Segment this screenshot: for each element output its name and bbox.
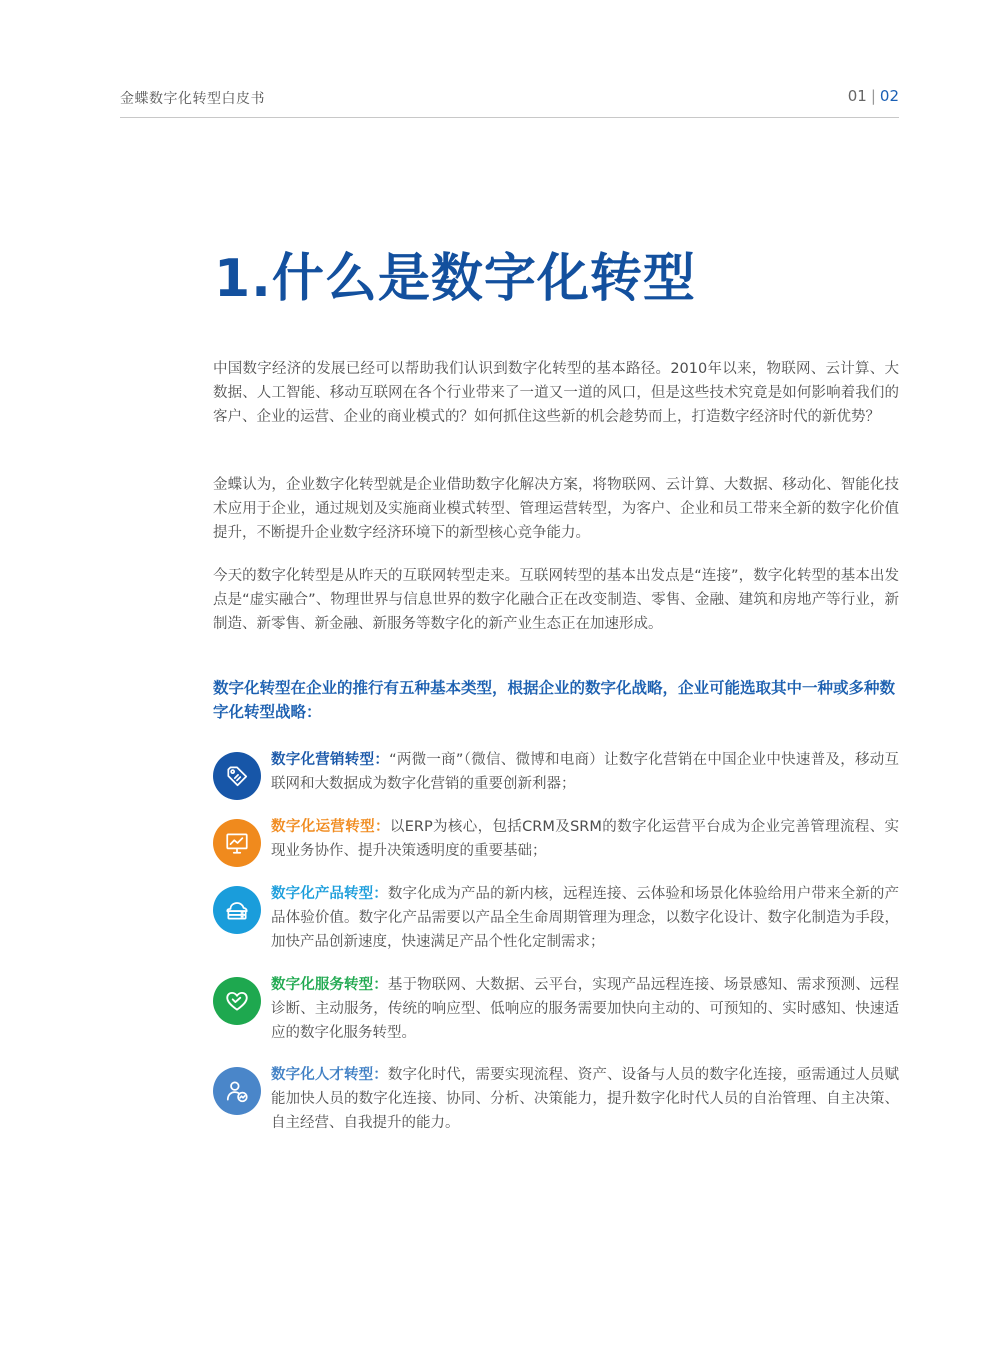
page-number-right: 02 xyxy=(879,87,899,105)
item-label: 数字化运营转型： xyxy=(271,819,390,835)
heart-icon xyxy=(213,977,261,1025)
page-number-separator: | xyxy=(870,87,876,105)
paragraph-intro: 中国数字经济的发展已经可以帮助我们认识到数字化转型的基本路径。2010年以来，物联网、云计算、大数据、人工智能、移动互联网在各个行业带来了一道又一道的风口，但是这些技术究竟是如何影响着我们的客户、企业的运营、企业的商业模式的？如何抓住这些新的机会趁势而上，打造数字经济时代的新优势？ xyxy=(213,361,899,425)
paragraph-definition: 金蝶认为，企业数字化转型就是企业借助数字化解决方案，将物联网、云计算、大数据、移动化、智能化技术应用于企业，通过规划及实施商业模式转型、管理运营转型，为客户、企业和员工带来全新的数字化价值提升，不断提升企业数字经济环境下的新型核心竞争能力。 xyxy=(213,477,899,541)
item-text: 以ERP为核心，包括CRM及SRM的数字化运营平台成为企业完善管理流程、实现业务协作、提升决策透明度的重要基础； xyxy=(271,819,900,859)
monitor-chart-icon xyxy=(213,819,261,867)
paragraph-evolution: 今天的数字化转型是从昨天的互联网转型走来。互联网转型的基本出发点是“连接”，数字化转型的基本出发点是“虚实融合”、物理世界与信息世界的数字化融合正在改变制造、零售、金融、建筑和房地产等行业，新制造、新零售、新金融、新服务等数字化的新产业生态正在加速形成。 xyxy=(213,568,899,632)
item-text: 基于物联网、大数据、云平台，实现产品远程连接、场景感知、需求预测、远程诊断、主动服务，传统的响应型、低响应的服务需要加快向主动的、可预知的、实时感知、快速适应的数字化服务转型。 xyxy=(271,977,899,1041)
item-label: 数字化产品转型： xyxy=(271,886,388,902)
item-label: 数字化服务转型： xyxy=(271,977,388,993)
item-text: 数字化成为产品的新内核，远程连接、云体验和场景化体验给用户带来全新的产品体验价值。数字化产品需要以产品全生命周期管理为理念，以数字化设计、数字化制造为手段，加快产品创新速度，快速满足产品个性化定制需求； xyxy=(271,886,899,950)
page-number xyxy=(848,87,899,105)
page-header xyxy=(120,86,899,118)
page-number-left: 01 xyxy=(847,87,867,105)
person-chart-icon xyxy=(213,1067,261,1115)
item-text: 数字化时代，需要实现流程、资产、设备与人员的数字化连接，亟需通过人员赋能加快人员的数字化连接、协同、分析、决策能力，提升数字化时代人员的自治管理、自主决策、自主经营、自我提升的能力。 xyxy=(271,1067,899,1131)
document-title: 金蝶数字化转型白皮书 xyxy=(120,91,265,107)
lead-statement: 数字化转型在企业的推行有五种基本类型，根据企业的数字化战略，企业可能选取其中一种或多种数字化转型战略： xyxy=(213,679,896,721)
tag-icon xyxy=(213,752,261,800)
item-label: 数字化营销转型： xyxy=(271,752,390,768)
item-text: “两微一商”（微信、微博和电商）让数字化营销在中国企业中快速普及，移动互联网和大数据成为数字化营销的重要创新利器； xyxy=(271,752,899,792)
section-title: 1.什么是数字化转型 xyxy=(214,249,696,309)
item-label: 数字化人才转型： xyxy=(271,1067,388,1083)
cloud-server-icon xyxy=(213,886,261,934)
